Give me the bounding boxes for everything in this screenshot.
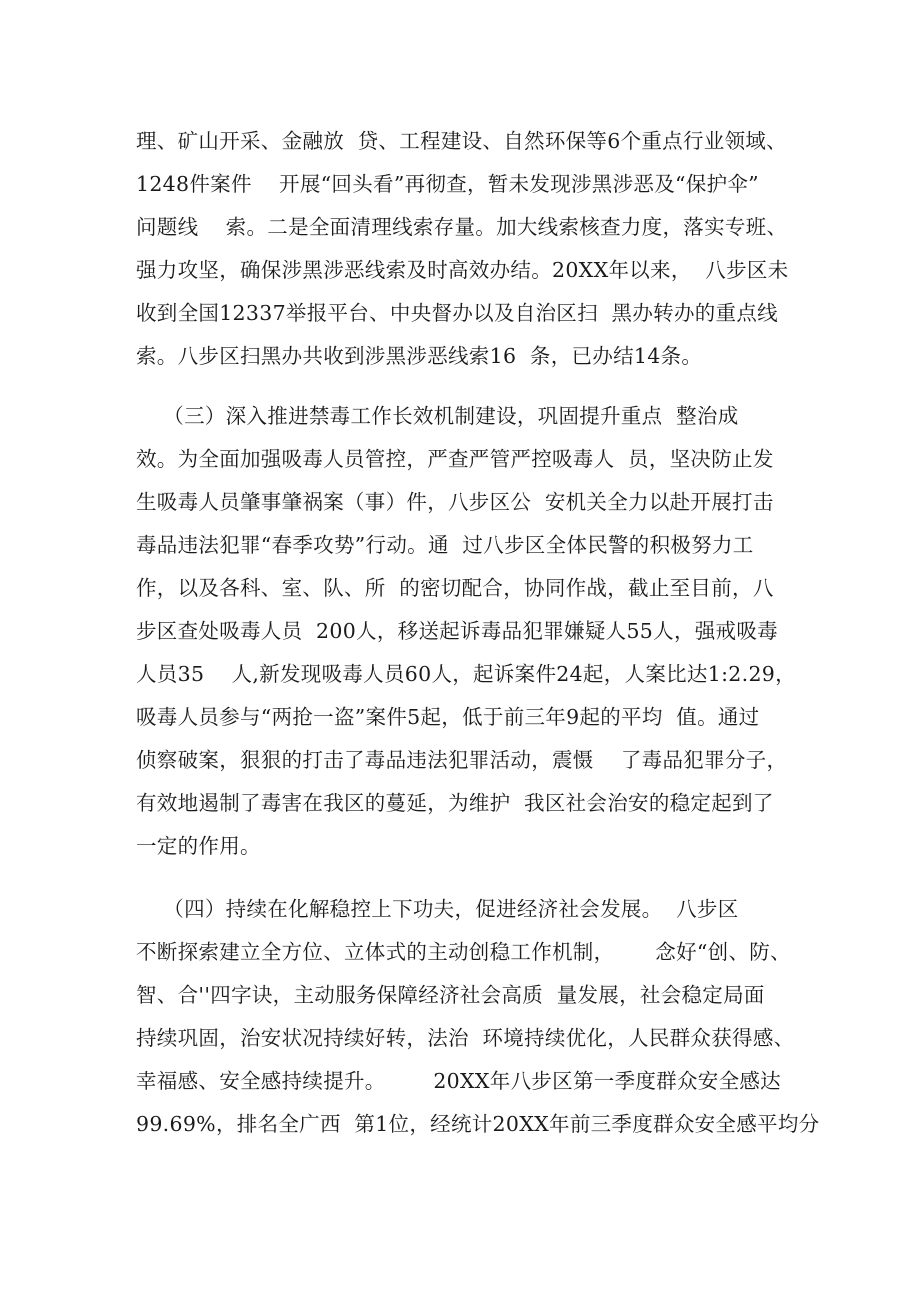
text-line-12: 步区查处吸毒人员 200人，移送起诉毒品犯罪嫌疑人55人，强戒吸毒: [136, 619, 778, 643]
text-line-8: 效。为全面加强吸毒人员管控，严查严管严控吸毒人 员，坚决防止发: [136, 447, 774, 471]
text-line-14: 吸毒人员参与“两抢一盗”案件5起，低于前三年9起的平均 值。通过: [136, 705, 760, 729]
text-line-6: 索。八步区扫黑办共收到涉黑涉恶线索16 条，已办结14条。: [136, 344, 703, 368]
text-line-16: 有效地遏制了毒害在我区的蔓延，为维护 我区社会治安的稳定起到了: [136, 791, 774, 815]
text-line-22: 幸福感、安全感持续提升。 20XX年八步区第一季度群众安全感达: [136, 1069, 781, 1093]
text-line-4: 强力攻坚，确保涉黑涉恶线索及时高效办结。20XX年以来， 八步区未: [136, 258, 789, 282]
text-line-18: （四）持续在化解稳控上下功夫，促进经济社会发展。 八步区: [136, 897, 739, 921]
text-line-10: 毒品违法犯罪“春季攻势”行动。通 过八步区全体民警的积极努力工: [136, 533, 754, 557]
text-line-21: 持续巩固，治安状况持续好转，法治 环境持续优化，人民群众获得感、: [136, 1026, 795, 1050]
text-line-20: 智、合''四字诀，主动服务保障经济社会高质 量发展，社会稳定局面: [136, 983, 765, 1007]
text-line-3: 问题线 索。二是全面清理线索存量。加大线索核查力度，落实专班、: [136, 215, 788, 239]
text-line-5: 收到全国12337举报平台、中央督办以及自治区扫 黑办转办的重点线: [136, 301, 778, 325]
text-line-19: 不断探索建立全方位、立体式的主动创稳工作机制， 念好“创、防、: [136, 940, 791, 964]
text-line-9: 生吸毒人员肇事肇祸案（事）件，八步区公 安机关全力以赴开展打击: [136, 490, 774, 514]
text-line-17: 一定的作用。: [136, 834, 261, 858]
text-line-23: 99.69%，排名全广西 第1位，经统计20XX年前三季度群众安全感平均分: [136, 1112, 820, 1136]
text-line-7: （三）深入推进禁毒工作长效机制建设，巩固提升重点 整治成: [136, 404, 739, 428]
text-line-13: 人员35 人,新发现吸毒人员60人，起诉案件24起，人案比达1:2.29，: [136, 662, 796, 686]
text-line-1: 理、矿山开采、金融放 贷、工程建设、自然环保等6个重点行业领域、: [136, 129, 787, 153]
text-line-11: 作，以及各科、室、队、所 的密切配合，协同作战，截止至目前，八: [136, 576, 774, 600]
text-line-15: 侦察破案，狠狠的打击了毒品违法犯罪活动，震慑 了毒品犯罪分子，: [136, 748, 788, 772]
text-line-2: 1248件案件 开展“回头看”再彻查，暂未发现涉黑涉恶及“保护伞”: [136, 172, 759, 196]
